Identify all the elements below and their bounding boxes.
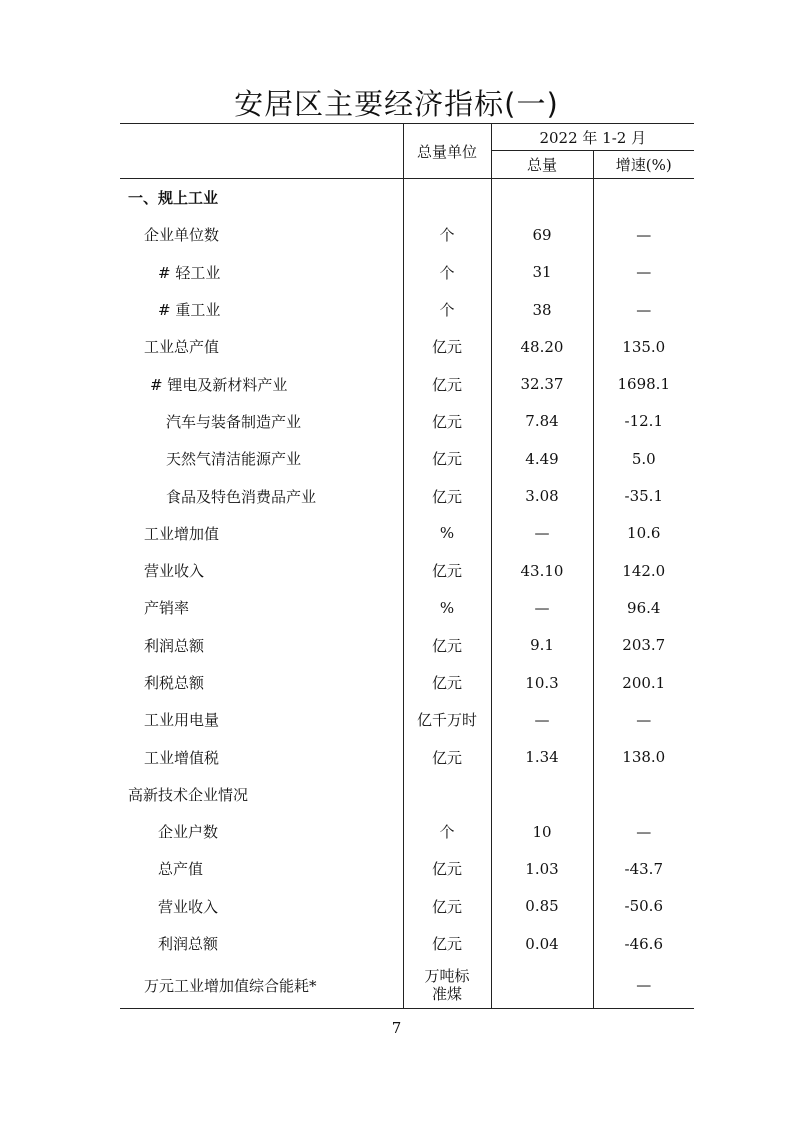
table-row xyxy=(120,925,694,962)
row-total: 48.20 xyxy=(491,328,593,365)
table-row xyxy=(120,701,694,738)
table-row xyxy=(120,515,694,552)
row-total: 7.84 xyxy=(491,403,593,440)
table-row xyxy=(120,850,694,887)
row-label: 利润总额 xyxy=(144,636,205,655)
row-growth: 135.0 xyxy=(593,328,694,365)
row-label: 利税总额 xyxy=(144,674,205,692)
row-total: — xyxy=(491,701,593,738)
row-total: 38 xyxy=(491,291,593,328)
row-growth: 138.0 xyxy=(593,738,694,775)
row-growth: — xyxy=(593,962,694,1009)
table-row xyxy=(120,440,694,477)
row-total xyxy=(491,776,593,813)
header-growth: 增速(%) xyxy=(593,151,694,179)
table-row xyxy=(120,627,694,664)
row-label: # 重工业 xyxy=(158,301,221,320)
row-growth: — xyxy=(593,291,694,328)
row-unit xyxy=(403,179,491,217)
header-period: 2022 年 1-2 月 xyxy=(491,124,694,151)
row-total: 1.03 xyxy=(491,850,593,887)
row-growth: 5.0 xyxy=(593,440,694,477)
table-row xyxy=(120,216,694,253)
table-row xyxy=(120,776,694,813)
row-total: — xyxy=(491,515,593,552)
row-total: 32.37 xyxy=(491,365,593,402)
row-label: 工业总产值 xyxy=(144,338,220,357)
row-total: 31 xyxy=(491,254,593,291)
row-unit: 亿元 xyxy=(403,850,491,887)
table-row xyxy=(120,962,694,1009)
row-unit: 亿元 xyxy=(403,477,491,514)
row-growth xyxy=(593,179,694,217)
row-label: 企业单位数 xyxy=(144,226,220,245)
row-growth xyxy=(593,776,694,813)
page-number: 7 xyxy=(391,1019,402,1037)
header-total: 总量 xyxy=(491,151,593,179)
row-unit: 亿元 xyxy=(403,403,491,440)
row-unit xyxy=(403,776,491,813)
row-label: 汽车与装备制造产业 xyxy=(166,412,302,431)
row-total: 0.04 xyxy=(491,925,593,962)
row-unit: 亿元 xyxy=(403,888,491,925)
row-total: 10.3 xyxy=(491,664,593,701)
row-label: 工业增值税 xyxy=(144,748,220,767)
row-unit: 个 xyxy=(403,254,491,291)
table-row xyxy=(120,365,694,402)
table-row xyxy=(120,477,694,514)
row-growth: — xyxy=(593,701,694,738)
row-total: 43.10 xyxy=(491,552,593,589)
row-growth: — xyxy=(593,216,694,253)
row-label: # 锂电及新材料产业 xyxy=(150,375,288,394)
row-growth: — xyxy=(593,254,694,291)
row-unit: 亿千万时 xyxy=(403,701,491,738)
row-label: 企业户数 xyxy=(158,823,219,842)
row-label: 天然气清洁能源产业 xyxy=(166,450,302,469)
row-label: 万元工业增加值综合能耗* xyxy=(120,962,403,1009)
row-label: # 轻工业 xyxy=(158,263,221,282)
row-label: 高新技术企业情况 xyxy=(128,785,249,804)
row-label: 产销率 xyxy=(144,599,190,618)
row-unit: % xyxy=(403,515,491,552)
row-unit: 万吨标准煤 xyxy=(403,962,491,1009)
table-row xyxy=(120,888,694,925)
row-label: 总产值 xyxy=(158,860,204,879)
table-row xyxy=(120,813,694,850)
row-unit: 亿元 xyxy=(403,365,491,402)
row-unit: 亿元 xyxy=(403,328,491,365)
table-row xyxy=(120,254,694,291)
row-growth: -50.6 xyxy=(593,888,694,925)
row-growth: 96.4 xyxy=(593,589,694,626)
row-growth: 203.7 xyxy=(593,627,694,664)
row-growth: — xyxy=(593,813,694,850)
row-total: — xyxy=(491,589,593,626)
row-unit: 亿元 xyxy=(403,664,491,701)
row-label: 工业增加值 xyxy=(144,524,220,543)
table-row xyxy=(120,552,694,589)
table-row xyxy=(120,179,694,217)
row-label: 工业用电量 xyxy=(144,711,220,730)
row-total xyxy=(491,179,593,217)
row-growth: -46.6 xyxy=(593,925,694,962)
row-label: 利润总额 xyxy=(158,935,219,954)
row-growth: -35.1 xyxy=(593,477,694,514)
indicators-table xyxy=(120,123,694,1009)
header-blank xyxy=(120,124,403,179)
row-growth: -43.7 xyxy=(593,850,694,887)
row-label: 一、规上工业 xyxy=(128,189,219,208)
row-total xyxy=(491,962,593,1009)
table-row xyxy=(120,589,694,626)
row-unit: 亿元 xyxy=(403,738,491,775)
row-unit: 个 xyxy=(403,813,491,850)
row-total: 10 xyxy=(491,813,593,850)
row-total: 0.85 xyxy=(491,888,593,925)
row-unit: 个 xyxy=(403,291,491,328)
row-total: 69 xyxy=(491,216,593,253)
table-row xyxy=(120,403,694,440)
row-growth: 1698.1 xyxy=(593,365,694,402)
table-row xyxy=(120,328,694,365)
row-total: 3.08 xyxy=(491,477,593,514)
row-total: 1.34 xyxy=(491,738,593,775)
table-row xyxy=(120,291,694,328)
row-unit: % xyxy=(403,589,491,626)
row-total: 9.1 xyxy=(491,627,593,664)
row-unit: 亿元 xyxy=(403,627,491,664)
row-label: 营业收入 xyxy=(144,562,205,581)
row-growth: 200.1 xyxy=(593,664,694,701)
row-total: 4.49 xyxy=(491,440,593,477)
row-unit: 亿元 xyxy=(403,925,491,962)
table-row xyxy=(120,738,694,775)
row-growth: 10.6 xyxy=(593,515,694,552)
row-growth: -12.1 xyxy=(593,403,694,440)
header-unit: 总量单位 xyxy=(403,124,491,179)
page-title: 安居区主要经济指标(一) xyxy=(234,87,559,121)
table-row xyxy=(120,664,694,701)
row-unit: 个 xyxy=(403,216,491,253)
row-label: 营业收入 xyxy=(158,897,219,916)
row-growth: 142.0 xyxy=(593,552,694,589)
row-label: 食品及特色消费品产业 xyxy=(166,487,317,506)
row-unit: 亿元 xyxy=(403,552,491,589)
row-unit: 亿元 xyxy=(403,440,491,477)
